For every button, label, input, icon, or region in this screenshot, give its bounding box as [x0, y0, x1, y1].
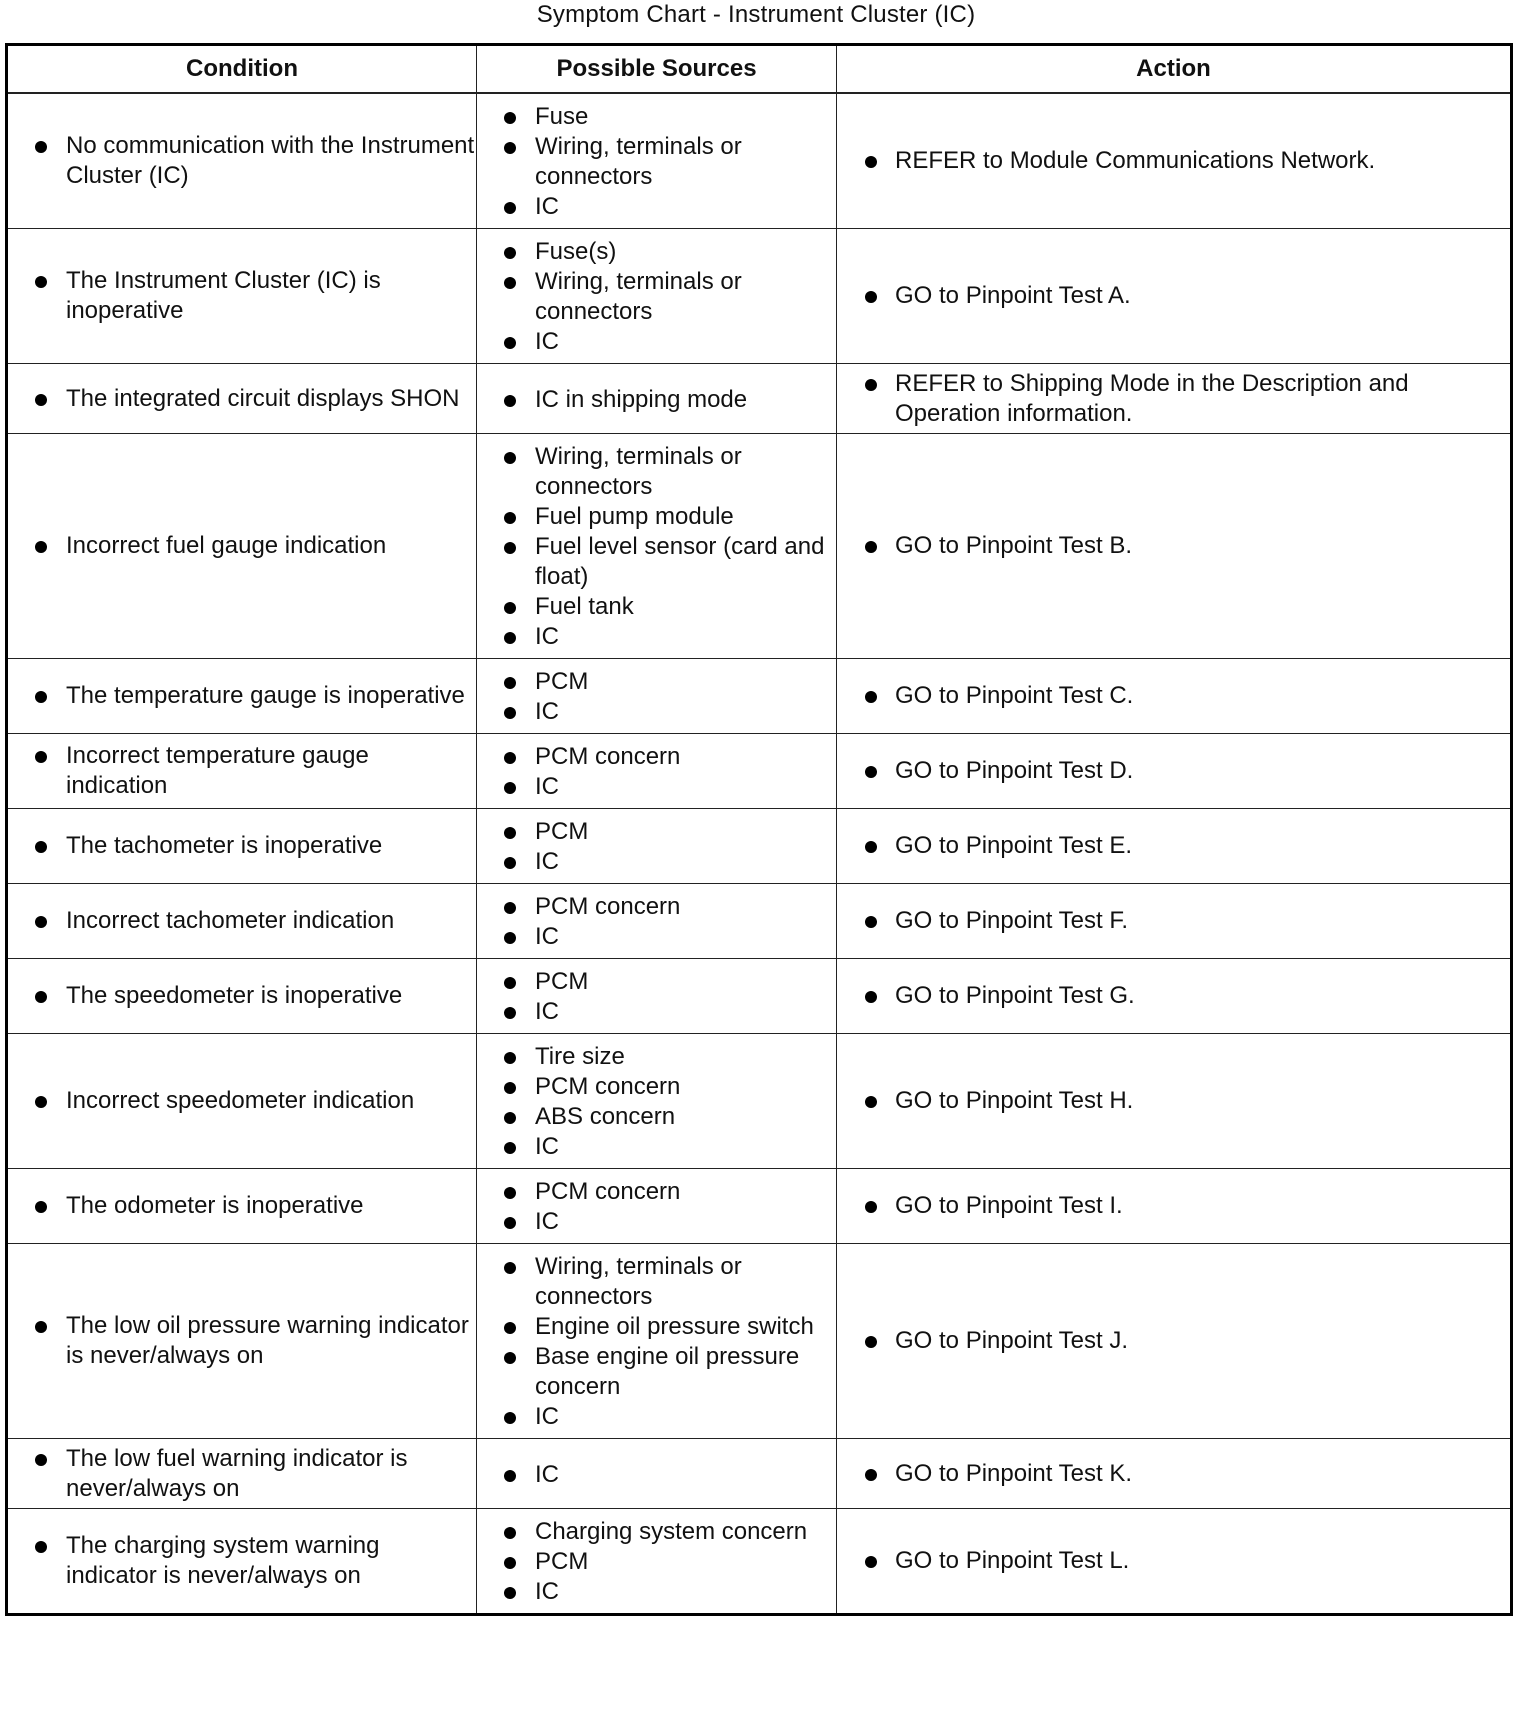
- possible-sources-cell: [477, 734, 837, 809]
- action-list: [837, 1086, 1510, 1116]
- possible-sources-list: [477, 959, 836, 1033]
- action-cell: [837, 1509, 1512, 1615]
- possible-sources-list: [477, 1509, 836, 1613]
- condition-cell: [7, 1509, 477, 1615]
- possible-source-item: IC: [477, 1577, 836, 1607]
- condition-list: [8, 981, 476, 1011]
- condition-cell: [7, 1244, 477, 1439]
- possible-source-item: Charging system concern: [477, 1517, 836, 1547]
- action-list: [837, 1326, 1510, 1356]
- condition-cell: [7, 659, 477, 734]
- possible-source-item: IC in shipping mode: [477, 385, 836, 415]
- action-item: GO to Pinpoint Test D.: [837, 756, 1510, 786]
- condition-cell: [7, 959, 477, 1034]
- possible-source-item: Wiring, terminals or connectors: [477, 132, 836, 192]
- possible-sources-list: [477, 884, 836, 958]
- action-cell: [837, 93, 1512, 229]
- possible-sources-cell: [477, 434, 837, 659]
- possible-sources-cell: [477, 1034, 837, 1169]
- action-item: GO to Pinpoint Test C.: [837, 681, 1510, 711]
- table-row: [7, 959, 1512, 1034]
- possible-source-item: Fuel level sensor (card and float): [477, 532, 836, 592]
- action-cell: [837, 809, 1512, 884]
- table-row: [7, 93, 1512, 229]
- possible-sources-list: [477, 734, 836, 808]
- condition-list: [8, 831, 476, 861]
- condition-list: [8, 266, 476, 326]
- condition-cell: [7, 434, 477, 659]
- table-row: [7, 809, 1512, 884]
- possible-sources-cell: [477, 1509, 837, 1615]
- action-item: GO to Pinpoint Test J.: [837, 1326, 1510, 1356]
- condition-item: The tachometer is inoperative: [8, 831, 476, 861]
- action-item: GO to Pinpoint Test I.: [837, 1191, 1510, 1221]
- possible-sources-list: [477, 1244, 836, 1438]
- possible-sources-list: [477, 1452, 836, 1496]
- condition-cell: [7, 1169, 477, 1244]
- condition-list: [8, 1086, 476, 1116]
- possible-source-item: IC: [477, 1402, 836, 1432]
- condition-cell: [7, 1034, 477, 1169]
- possible-source-item: IC: [477, 772, 836, 802]
- condition-item: Incorrect speedometer indication: [8, 1086, 476, 1116]
- possible-source-item: PCM concern: [477, 1072, 836, 1102]
- condition-cell: [7, 1439, 477, 1509]
- possible-sources-cell: [477, 364, 837, 434]
- action-list: [837, 1546, 1510, 1576]
- action-cell: [837, 1169, 1512, 1244]
- possible-source-item: Engine oil pressure switch: [477, 1312, 836, 1342]
- page-title: Symptom Chart - Instrument Cluster (IC): [536, 1, 976, 28]
- header-condition: Condition: [7, 45, 477, 94]
- action-list: [837, 531, 1510, 561]
- condition-item: The odometer is inoperative: [8, 1191, 476, 1221]
- possible-source-item: ABS concern: [477, 1102, 836, 1132]
- header-action: Action: [837, 45, 1512, 94]
- condition-list: [8, 906, 476, 936]
- condition-list: [8, 681, 476, 711]
- possible-source-item: IC: [477, 1460, 836, 1490]
- possible-source-item: Wiring, terminals or connectors: [477, 267, 836, 327]
- possible-source-item: Fuel pump module: [477, 502, 836, 532]
- action-cell: [837, 884, 1512, 959]
- possible-source-item: PCM: [477, 667, 836, 697]
- possible-sources-cell: [477, 93, 837, 229]
- condition-item: No communication with the Instrument Cluster (IC): [8, 131, 476, 191]
- possible-source-item: IC: [477, 622, 836, 652]
- action-item: GO to Pinpoint Test F.: [837, 906, 1510, 936]
- condition-item: Incorrect temperature gauge indication: [8, 741, 476, 801]
- action-item: GO to Pinpoint Test G.: [837, 981, 1510, 1011]
- action-cell: [837, 434, 1512, 659]
- possible-source-item: Wiring, terminals or connectors: [477, 1252, 836, 1312]
- action-item: REFER to Shipping Mode in the Description and Operation information.: [837, 369, 1510, 429]
- possible-source-item: Fuse: [477, 102, 836, 132]
- condition-item: The Instrument Cluster (IC) is inoperative: [8, 266, 476, 326]
- table-row: [7, 1244, 1512, 1439]
- action-item: GO to Pinpoint Test L.: [837, 1546, 1510, 1576]
- table-header-row: [7, 45, 1512, 94]
- possible-sources-cell: [477, 884, 837, 959]
- condition-item: The speedometer is inoperative: [8, 981, 476, 1011]
- action-item: GO to Pinpoint Test H.: [837, 1086, 1510, 1116]
- condition-cell: [7, 884, 477, 959]
- possible-source-item: IC: [477, 327, 836, 357]
- action-cell: [837, 364, 1512, 434]
- action-list: [837, 906, 1510, 936]
- possible-source-item: Fuel tank: [477, 592, 836, 622]
- possible-source-item: IC: [477, 1207, 836, 1237]
- table-row: [7, 229, 1512, 364]
- action-cell: [837, 734, 1512, 809]
- condition-list: [8, 384, 476, 414]
- possible-source-item: IC: [477, 997, 836, 1027]
- symptom-chart-table: [5, 43, 1513, 1616]
- possible-sources-cell: [477, 1439, 837, 1509]
- condition-item: The temperature gauge is inoperative: [8, 681, 476, 711]
- possible-sources-list: [477, 659, 836, 733]
- possible-source-item: PCM: [477, 817, 836, 847]
- condition-item: The integrated circuit displays SHON: [8, 384, 476, 414]
- condition-item: Incorrect fuel gauge indication: [8, 531, 476, 561]
- possible-sources-cell: [477, 659, 837, 734]
- condition-list: [8, 531, 476, 561]
- possible-source-item: PCM: [477, 1547, 836, 1577]
- condition-list: [8, 131, 476, 191]
- condition-cell: [7, 809, 477, 884]
- table-row: [7, 364, 1512, 434]
- action-list: [837, 146, 1510, 176]
- condition-item: The charging system warning indicator is never/always on: [8, 1531, 476, 1591]
- possible-source-item: PCM concern: [477, 892, 836, 922]
- possible-source-item: PCM concern: [477, 742, 836, 772]
- table-row: [7, 884, 1512, 959]
- condition-cell: [7, 93, 477, 229]
- possible-sources-list: [477, 377, 836, 421]
- table-row: [7, 1439, 1512, 1509]
- possible-sources-cell: [477, 1244, 837, 1439]
- condition-list: [8, 1191, 476, 1221]
- action-list: [837, 1459, 1510, 1489]
- action-item: GO to Pinpoint Test E.: [837, 831, 1510, 861]
- possible-source-item: IC: [477, 922, 836, 952]
- possible-source-item: PCM: [477, 967, 836, 997]
- action-cell: [837, 1244, 1512, 1439]
- action-item: GO to Pinpoint Test B.: [837, 531, 1510, 561]
- action-list: [837, 369, 1510, 429]
- possible-source-item: IC: [477, 1132, 836, 1162]
- condition-list: [8, 1531, 476, 1591]
- action-list: [837, 1191, 1510, 1221]
- condition-list: [8, 1311, 476, 1371]
- condition-item: The low oil pressure warning indicator is never/always on: [8, 1311, 476, 1371]
- action-list: [837, 281, 1510, 311]
- header-possible-sources: Possible Sources: [477, 45, 837, 94]
- table-row: [7, 1169, 1512, 1244]
- possible-sources-list: [477, 1169, 836, 1243]
- possible-sources-list: [477, 434, 836, 658]
- possible-source-item: Wiring, terminals or connectors: [477, 442, 836, 502]
- action-list: [837, 681, 1510, 711]
- possible-sources-cell: [477, 1169, 837, 1244]
- condition-list: [8, 741, 476, 801]
- possible-sources-cell: [477, 959, 837, 1034]
- action-item: GO to Pinpoint Test A.: [837, 281, 1510, 311]
- condition-cell: [7, 734, 477, 809]
- condition-item: The low fuel warning indicator is never/always on: [8, 1444, 476, 1504]
- possible-source-item: IC: [477, 847, 836, 877]
- condition-cell: [7, 229, 477, 364]
- possible-sources-list: [477, 809, 836, 883]
- action-cell: [837, 1034, 1512, 1169]
- table-row: [7, 1509, 1512, 1615]
- possible-source-item: Tire size: [477, 1042, 836, 1072]
- action-cell: [837, 229, 1512, 364]
- possible-source-item: IC: [477, 697, 836, 727]
- condition-list: [8, 1444, 476, 1504]
- action-cell: [837, 959, 1512, 1034]
- table-row: [7, 1034, 1512, 1169]
- possible-sources-list: [477, 229, 836, 363]
- action-list: [837, 756, 1510, 786]
- table-body: [7, 93, 1512, 1615]
- condition-cell: [7, 364, 477, 434]
- action-item: REFER to Module Communications Network.: [837, 146, 1510, 176]
- possible-sources-cell: [477, 229, 837, 364]
- table-row: [7, 659, 1512, 734]
- action-list: [837, 981, 1510, 1011]
- possible-source-item: Fuse(s): [477, 237, 836, 267]
- possible-sources-cell: [477, 809, 837, 884]
- possible-sources-list: [477, 1034, 836, 1168]
- possible-sources-list: [477, 94, 836, 228]
- condition-item: Incorrect tachometer indication: [8, 906, 476, 936]
- action-item: GO to Pinpoint Test K.: [837, 1459, 1510, 1489]
- table-row: [7, 734, 1512, 809]
- action-cell: [837, 659, 1512, 734]
- action-list: [837, 831, 1510, 861]
- possible-source-item: PCM concern: [477, 1177, 836, 1207]
- possible-source-item: Base engine oil pressure concern: [477, 1342, 836, 1402]
- table-row: [7, 434, 1512, 659]
- action-cell: [837, 1439, 1512, 1509]
- possible-source-item: IC: [477, 192, 836, 222]
